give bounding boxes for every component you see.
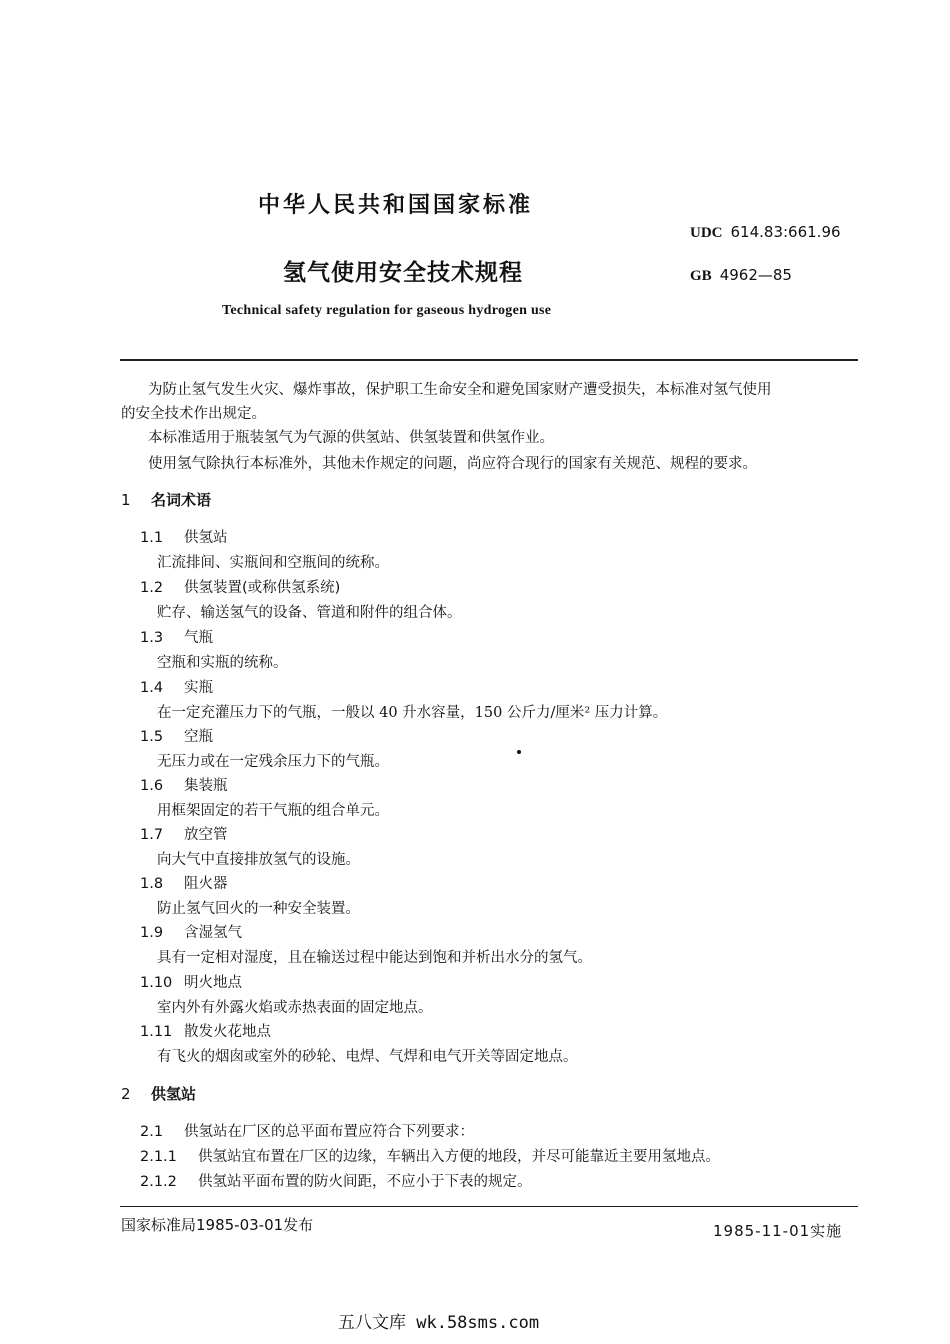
document-title-cn: 氢气使用安全技术规程 xyxy=(283,260,523,286)
clause-2-1 xyxy=(140,1120,474,1141)
intro-paragraph-2: 本标准适用于瓶装氢气为气源的供氢站、供氢装置和供氢作业。 xyxy=(148,430,554,446)
header-divider xyxy=(120,359,858,361)
term-number: 1.7 xyxy=(140,827,164,843)
section-2-heading xyxy=(121,1083,196,1104)
footer-divider xyxy=(120,1206,858,1207)
term-number: 1.2 xyxy=(140,580,164,596)
term-name: 散发火花地点 xyxy=(184,1024,271,1040)
term-definition: 防止氢气回火的一种安全装置。 xyxy=(157,901,360,917)
section-1-number: 1 xyxy=(121,491,131,509)
clause-text: 供氢站宜布置在厂区的边缘，车辆出入方便的地段，并尽可能靠近主要用氢地点。 xyxy=(198,1149,720,1165)
term-definition: 室内外有外露火焰或赤热表面的固定地点。 xyxy=(157,1000,433,1016)
term-definition: 无压力或在一定残余压力下的气瓶。 xyxy=(157,754,389,770)
term-definition: 空瓶和实瓶的统称。 xyxy=(157,655,288,671)
term-1-3 xyxy=(140,626,213,647)
watermark: 五八文库 wk.58sms.com xyxy=(338,1313,540,1333)
term-number: 1.9 xyxy=(140,925,164,941)
term-number: 1.1 xyxy=(140,530,164,546)
term-name: 集装瓶 xyxy=(184,778,228,794)
term-name: 供氢装置(或称供氢系统) xyxy=(184,580,341,596)
intro-paragraph-1-line-2: 的安全技术作出规定。 xyxy=(121,406,266,422)
term-1-6 xyxy=(140,774,228,795)
clause-2-1-1 xyxy=(140,1145,720,1166)
term-name: 实瓶 xyxy=(184,680,213,696)
term-definition: 汇流排间、实瓶间和空瓶间的统称。 xyxy=(157,555,389,571)
term-1-2 xyxy=(140,576,340,597)
section-1-heading xyxy=(121,489,211,510)
term-1-5 xyxy=(140,725,213,746)
effective-date: 1985-11-01实施 xyxy=(713,1222,843,1240)
term-number: 1.3 xyxy=(140,630,164,646)
section-2-title: 供氢站 xyxy=(151,1085,197,1103)
term-name: 空瓶 xyxy=(184,729,213,745)
term-1-1 xyxy=(140,526,228,547)
clause-number: 2.1.2 xyxy=(140,1174,177,1190)
term-1-4 xyxy=(140,676,213,697)
term-number: 1.5 xyxy=(140,729,164,745)
gb-value: 4962—85 xyxy=(719,266,792,284)
term-number: 1.11 xyxy=(140,1024,173,1040)
term-definition: 用框架固定的若干气瓶的组合单元。 xyxy=(157,803,389,819)
term-definition: 向大气中直接排放氢气的设施。 xyxy=(157,852,360,868)
issue-date: 国家标准局1985-03-01发布 xyxy=(121,1216,314,1234)
term-definition: 具有一定相对湿度，且在输送过程中能达到饱和并析出水分的氢气。 xyxy=(157,950,592,966)
term-number: 1.8 xyxy=(140,876,164,892)
term-1-9 xyxy=(140,921,242,942)
term-1-11 xyxy=(140,1020,271,1041)
term-name: 气瓶 xyxy=(184,630,213,646)
term-definition: 贮存、输送氢气的设备、管道和附件的组合体。 xyxy=(157,605,462,621)
term-1-7 xyxy=(140,823,228,844)
clause-text: 供氢站平面布置的防火间距，不应小于下表的规定。 xyxy=(198,1174,532,1190)
term-name: 含湿氢气 xyxy=(184,925,242,941)
term-1-10 xyxy=(140,971,242,992)
term-name: 明火地点 xyxy=(184,975,242,991)
udc-code xyxy=(690,223,841,242)
term-name: 放空管 xyxy=(184,827,228,843)
udc-value: 614.83:661.96 xyxy=(730,223,841,241)
print-speck xyxy=(517,750,521,754)
term-name: 供氢站 xyxy=(184,530,228,546)
clause-number: 2.1.1 xyxy=(140,1149,177,1165)
term-definition: 有飞火的烟囱或室外的砂轮、电焊、气焊和电气开关等固定地点。 xyxy=(157,1049,578,1065)
document-title-en: Technical safety regulation for gaseous hydrogen use xyxy=(222,303,552,318)
term-name: 阻火器 xyxy=(184,876,228,892)
section-2-number: 2 xyxy=(121,1085,131,1103)
udc-label: UDC xyxy=(690,225,723,241)
standard-type-heading: 中华人民共和国国家标准 xyxy=(258,193,534,218)
term-1-8 xyxy=(140,872,228,893)
intro-paragraph-3: 使用氢气除执行本标准外，其他未作规定的问题，尚应符合现行的国家有关规范、规程的要求。 xyxy=(148,456,757,472)
clause-2-1-2 xyxy=(140,1170,532,1191)
clause-text: 供氢站在厂区的总平面布置应符合下列要求： xyxy=(184,1124,474,1140)
term-definition: 在一定充灌压力下的气瓶，一般以 40 升水容量，150 公斤力/厘米² 压力计算。 xyxy=(157,705,668,721)
term-number: 1.4 xyxy=(140,680,164,696)
clause-number: 2.1 xyxy=(140,1124,164,1140)
term-number: 1.10 xyxy=(140,975,173,991)
gb-number xyxy=(690,266,792,285)
term-number: 1.6 xyxy=(140,778,164,794)
section-1-title: 名词术语 xyxy=(151,491,212,509)
intro-paragraph-1-line-1: 为防止氢气发生火灾、爆炸事故，保护职工生命安全和避免国家财产遭受损失，本标准对氢气使用 xyxy=(148,382,772,398)
gb-label: GB xyxy=(690,268,712,284)
